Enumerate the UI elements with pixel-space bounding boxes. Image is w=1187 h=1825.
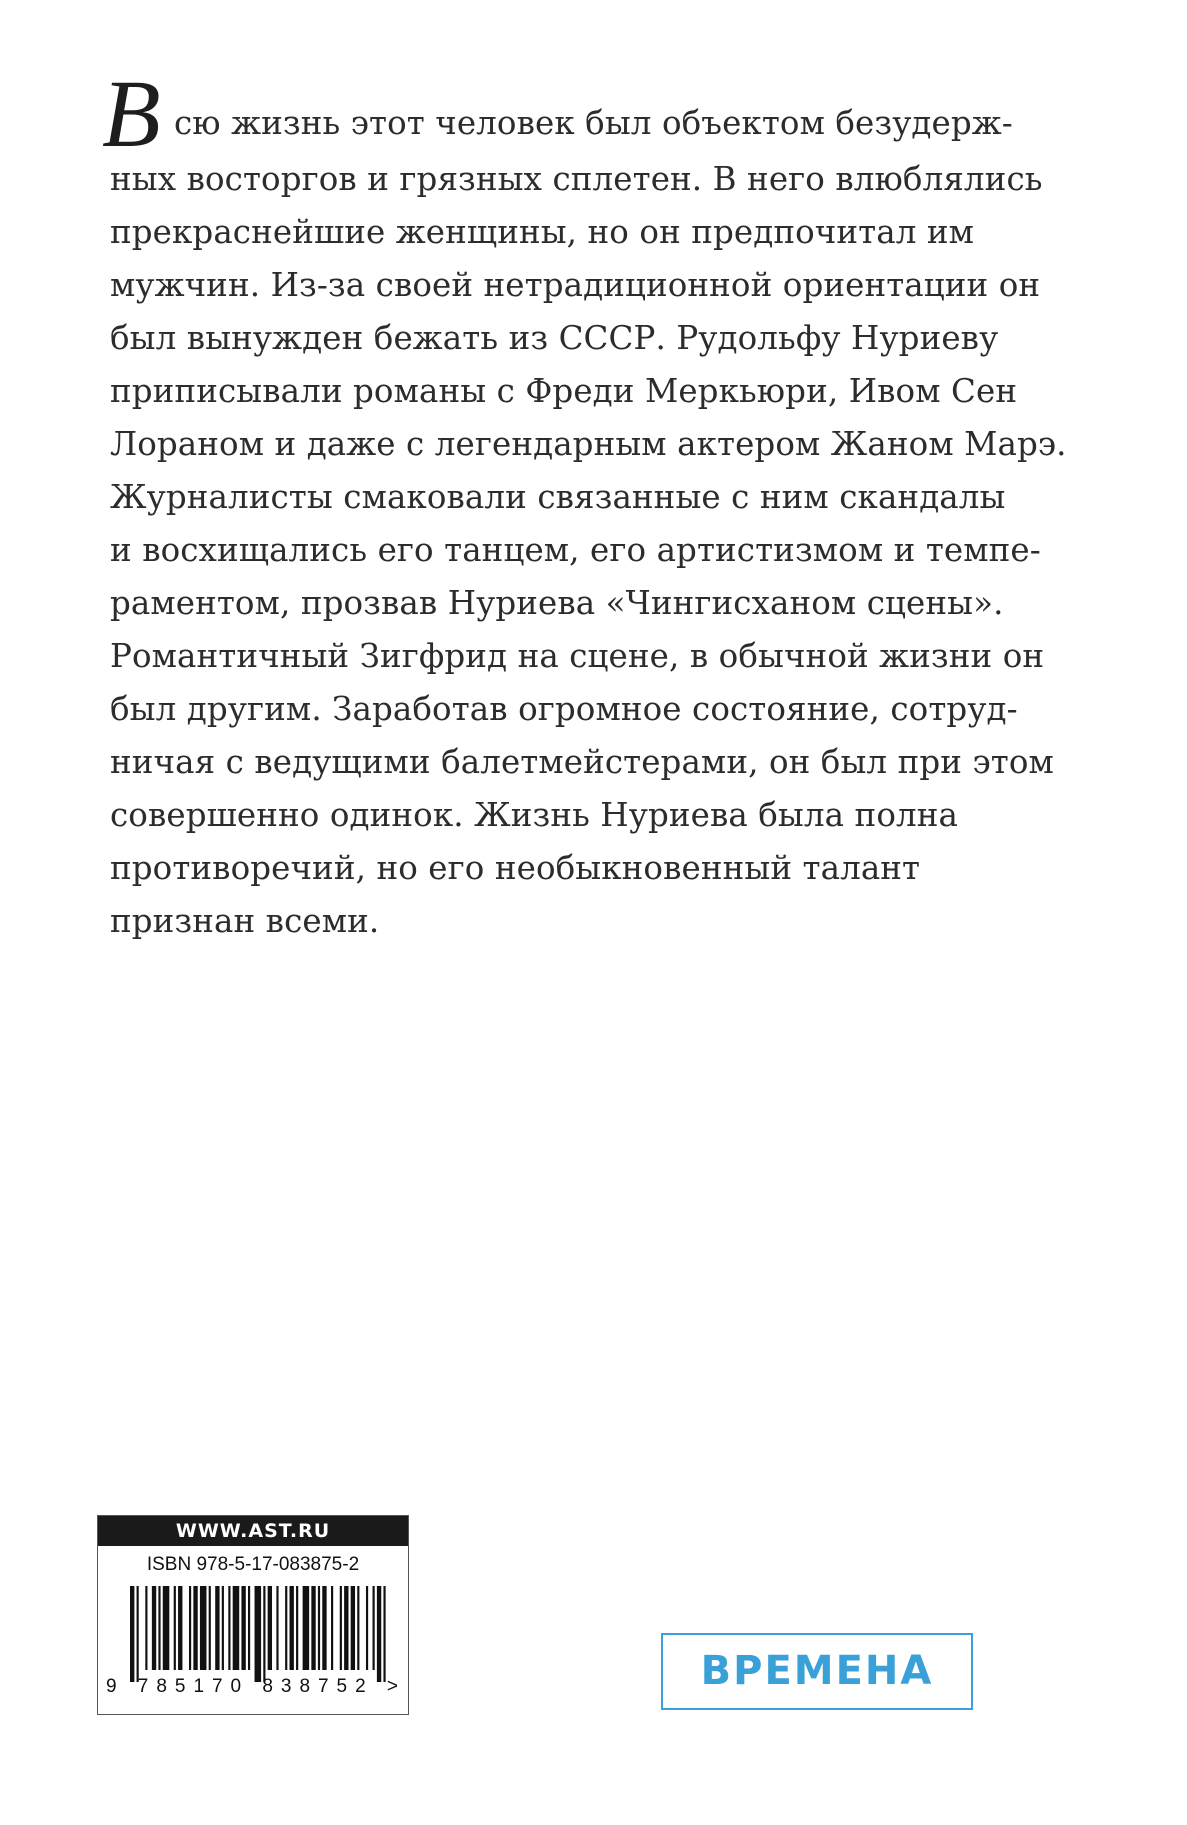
blurb-line: был вынужден бежать из СССР. Рудольфу Нуриеву (110, 319, 999, 357)
website-label: WWW.AST.RU (98, 1516, 408, 1546)
blurb-line: мужчин. Из-за своей нетрадиционной ориентации он (110, 266, 1041, 304)
blurb-line: раментом, прозвав Нуриева «Чингисханом сцены». (110, 584, 1004, 622)
barcode-bar (290, 1586, 294, 1670)
publisher-logo (661, 1633, 973, 1710)
barcode-bar (331, 1586, 333, 1670)
blurb-line: Журналисты смаковали связанные с ним скандалы (110, 478, 1006, 516)
barcode-bar (383, 1586, 385, 1682)
barcode-bar (163, 1586, 170, 1670)
barcode-bar (373, 1586, 375, 1670)
barcode-bar (340, 1586, 342, 1670)
barcode-bar (152, 1586, 156, 1670)
annotation-text (102, 60, 1067, 948)
barcode-bar (222, 1586, 224, 1670)
drop-cap: В (102, 60, 161, 167)
barcode-bar (241, 1586, 245, 1670)
barcode-bar (285, 1586, 287, 1670)
barcode-bar (366, 1586, 368, 1670)
barcode-bar (215, 1586, 219, 1670)
barcode-icon (106, 1586, 398, 1697)
barcode-bar (255, 1586, 262, 1682)
barcode-bar (178, 1586, 182, 1670)
barcode-bar (193, 1586, 197, 1670)
barcode-bar (145, 1586, 147, 1670)
barcode-bar (158, 1586, 160, 1670)
isbn-number: ISBN 978-5-17-083875-2 (146, 1554, 360, 1575)
blurb-line: приписывали романы с Фреди Меркьюри, Ивом Сен (110, 372, 1018, 410)
barcode-bar (303, 1586, 310, 1670)
barcode-bar (377, 1586, 381, 1682)
blurb-line: был другим. Заработав огромное состояние, сотруд- (110, 690, 1018, 728)
blurb-line: Романтичный Зигфрид на сцене, в обычной жизни он (110, 637, 1045, 675)
blurb-line (102, 60, 1013, 167)
barcode-bar (263, 1586, 265, 1682)
blurb-line: ных восторгов и грязных сплетен. В него влюблялись (110, 160, 1043, 198)
barcode-bar (344, 1586, 348, 1670)
barcode-bar (130, 1586, 134, 1682)
barcode-bar (233, 1586, 240, 1670)
blurb-line: ничая с ведущими балетмейстерами, он был при этом (110, 743, 1054, 781)
barcode-bar (189, 1586, 191, 1670)
blurb-line: Лораном и даже с легендарным актером Жаном Марэ. (110, 425, 1067, 463)
blurb-line: прекраснейшие женщины, но он предпочитал им (110, 213, 975, 251)
publisher-logo-text: ВРЕМЕНА (700, 1648, 934, 1694)
isbn-barcode-block (97, 1515, 409, 1715)
barcode-bar (248, 1586, 250, 1670)
blurb-line-text: сю жизнь этот человек был объектом безудерж- (174, 104, 1013, 142)
blurb-line: противоречий, но его необыкновенный талант (110, 849, 921, 887)
blurb-line: признан всеми. (110, 902, 380, 940)
barcode-bar (276, 1586, 278, 1670)
barcode-bar (268, 1586, 272, 1670)
barcode-bar (318, 1586, 320, 1670)
barcode-bar (311, 1586, 315, 1670)
barcode-bar (296, 1586, 298, 1670)
barcode-digits: 9 785170 838752 > (106, 1676, 398, 1697)
barcode-bar (357, 1586, 359, 1670)
barcode-bar (322, 1586, 326, 1670)
barcode-bar (174, 1586, 176, 1670)
barcode-bar (351, 1586, 355, 1670)
barcode-bar (200, 1586, 207, 1670)
blurb-line: и восхищались его танцем, его артистизмом и темпе- (110, 531, 1041, 569)
blurb-line: совершенно одинок. Жизнь Нуриева была полна (110, 796, 958, 834)
barcode-bar (137, 1586, 139, 1682)
barcode-bar (228, 1586, 230, 1670)
barcode-bar (209, 1586, 211, 1670)
